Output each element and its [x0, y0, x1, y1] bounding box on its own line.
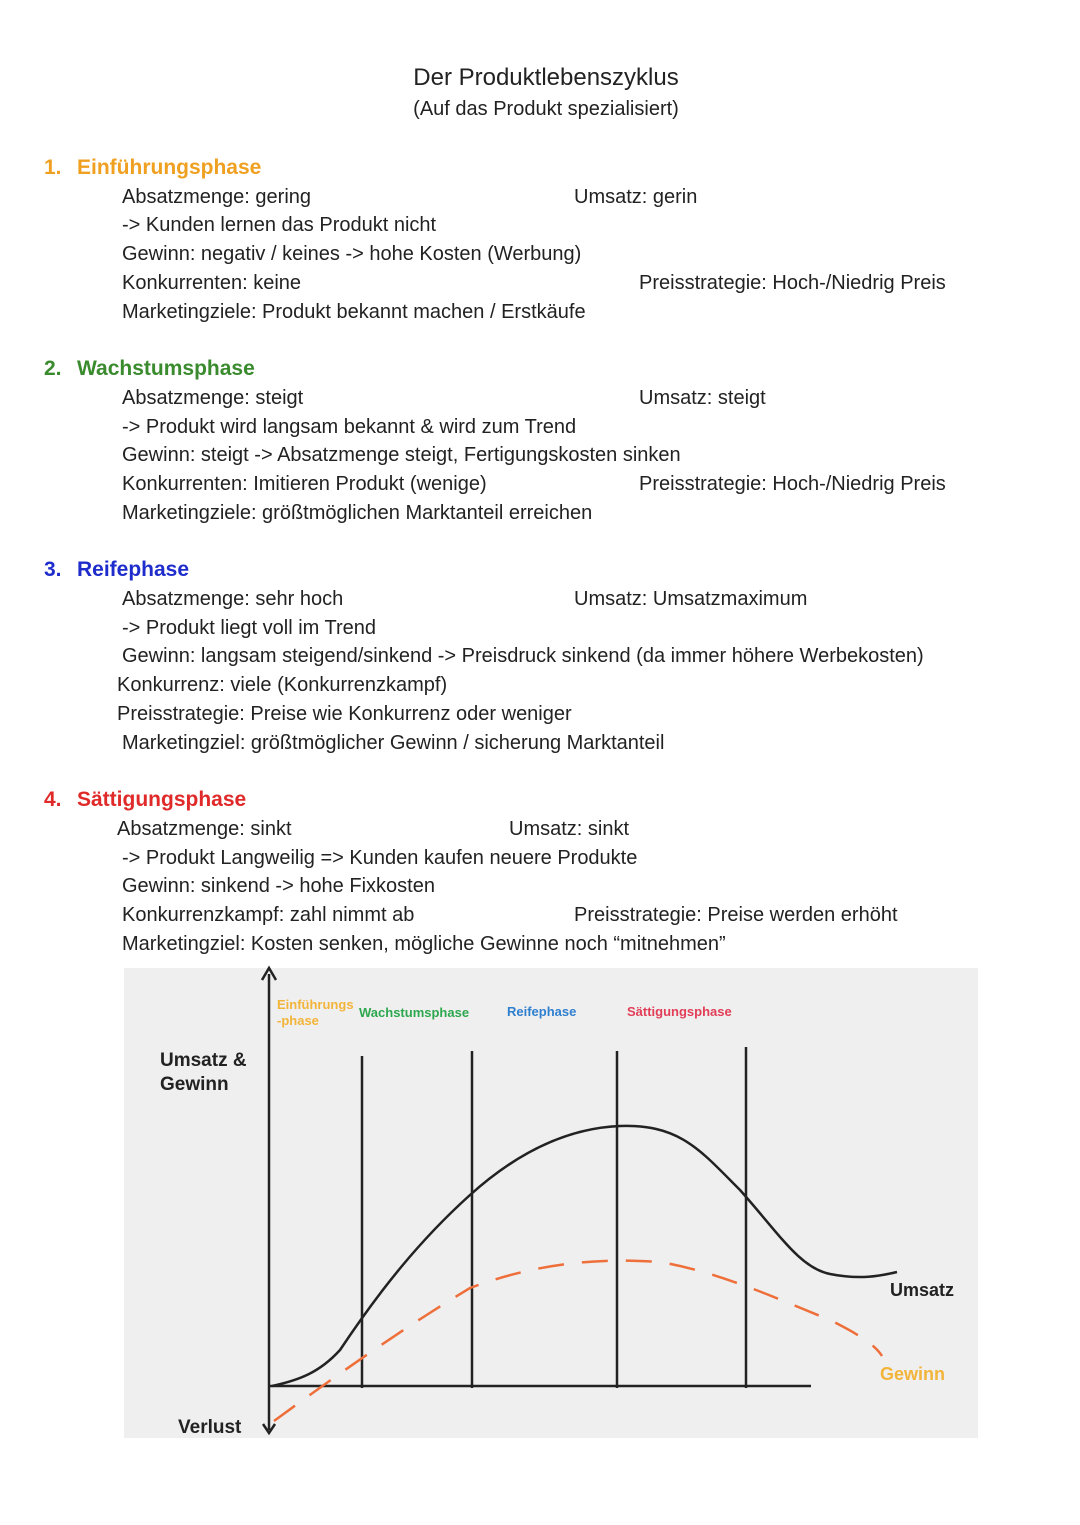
page-subtitle: (Auf das Produkt spezialisiert) — [413, 98, 679, 120]
section-line: Konkurrenten: Imitieren Produkt (wenige) — [122, 473, 487, 495]
section-line: Marketingziele: größtmöglichen Marktanteil erreichen — [122, 502, 593, 524]
section-line: Marketingziel: Kosten senken, mögliche Gewinne noch “mitnehmen” — [122, 933, 726, 955]
phase-label-reife: Reifephase — [507, 1004, 577, 1019]
section-line: -> Produkt Langweilig => Kunden kaufen neuere Produkte — [122, 847, 638, 869]
phase-label-saettigung: Sättigungsphase — [627, 1004, 732, 1019]
section-number: 1. — [44, 156, 62, 179]
gewinn-curve — [274, 1261, 882, 1421]
y-axis-label-top: Umsatz & Gewinn — [160, 1050, 247, 1095]
section-line: Umsatz: gerin — [574, 186, 698, 208]
curve-label-umsatz: Umsatz — [890, 1280, 955, 1300]
section-title: Sättigungsphase — [77, 788, 247, 811]
section-line: Umsatz: steigt — [639, 387, 766, 409]
section-line: -> Kunden lernen das Produkt nicht — [122, 214, 437, 236]
section-line: Gewinn: langsam steigend/sinkend -> Preisdruck sinkend (da immer höhere Werbekosten) — [122, 645, 924, 667]
section-line: Gewinn: steigt -> Absatzmenge steigt, Fertigungskosten sinken — [122, 444, 681, 466]
section-line: Absatzmenge: sinkt — [117, 818, 292, 840]
section-line: Gewinn: negativ / keines -> hohe Kosten (Werbung) — [122, 243, 582, 265]
section-line: Konkurrenzkampf: zahl nimmt ab — [122, 904, 415, 926]
section-line: Absatzmenge: steigt — [122, 387, 304, 409]
section-line: Gewinn: sinkend -> hohe Fixkosten — [122, 875, 435, 897]
curve-label-gewinn: Gewinn — [880, 1364, 946, 1384]
section-line: Umsatz: Umsatzmaximum — [574, 588, 808, 610]
section-line: Absatzmenge: gering — [122, 186, 312, 208]
section-line: Preisstrategie: Preise werden erhöht — [574, 904, 898, 926]
umsatz-curve — [272, 1126, 897, 1386]
section-line: Marketingziel: größtmöglicher Gewinn / sicherung Marktanteil — [122, 732, 665, 754]
section-number: 4. — [44, 788, 62, 811]
section-line: Marketingziele: Produkt bekannt machen / Erstkäufe — [122, 301, 586, 323]
page-title: Der Produktlebenszyklus — [413, 64, 679, 91]
y-axis-label-bottom: Verlust — [178, 1417, 242, 1438]
section-line: -> Produkt wird langsam bekannt & wird zum Trend — [122, 416, 577, 438]
section-line: Preisstrategie: Hoch-/Niedrig Preis — [639, 473, 946, 495]
section-line: Umsatz: sinkt — [509, 818, 630, 840]
phase-label-wachstum: Wachstumsphase — [359, 1005, 470, 1020]
section-line: Konkurrenz: viele (Konkurrenzkampf) — [117, 674, 448, 696]
section-title: Einführungsphase — [77, 156, 262, 179]
section-line: -> Produkt liegt voll im Trend — [122, 617, 376, 639]
section-title: Reifephase — [77, 558, 190, 581]
section-number: 3. — [44, 558, 62, 581]
section-line: Preisstrategie: Hoch-/Niedrig Preis — [639, 272, 946, 294]
section-title: Wachstumsphase — [77, 357, 255, 380]
phase-label-einfuehrung: Einführungs -phase — [277, 997, 354, 1028]
section-line: Absatzmenge: sehr hoch — [122, 588, 344, 610]
section-number: 2. — [44, 357, 62, 380]
section-line: Konkurrenten: keine — [122, 272, 302, 294]
section-line: Preisstrategie: Preise wie Konkurrenz oder weniger — [117, 703, 572, 725]
